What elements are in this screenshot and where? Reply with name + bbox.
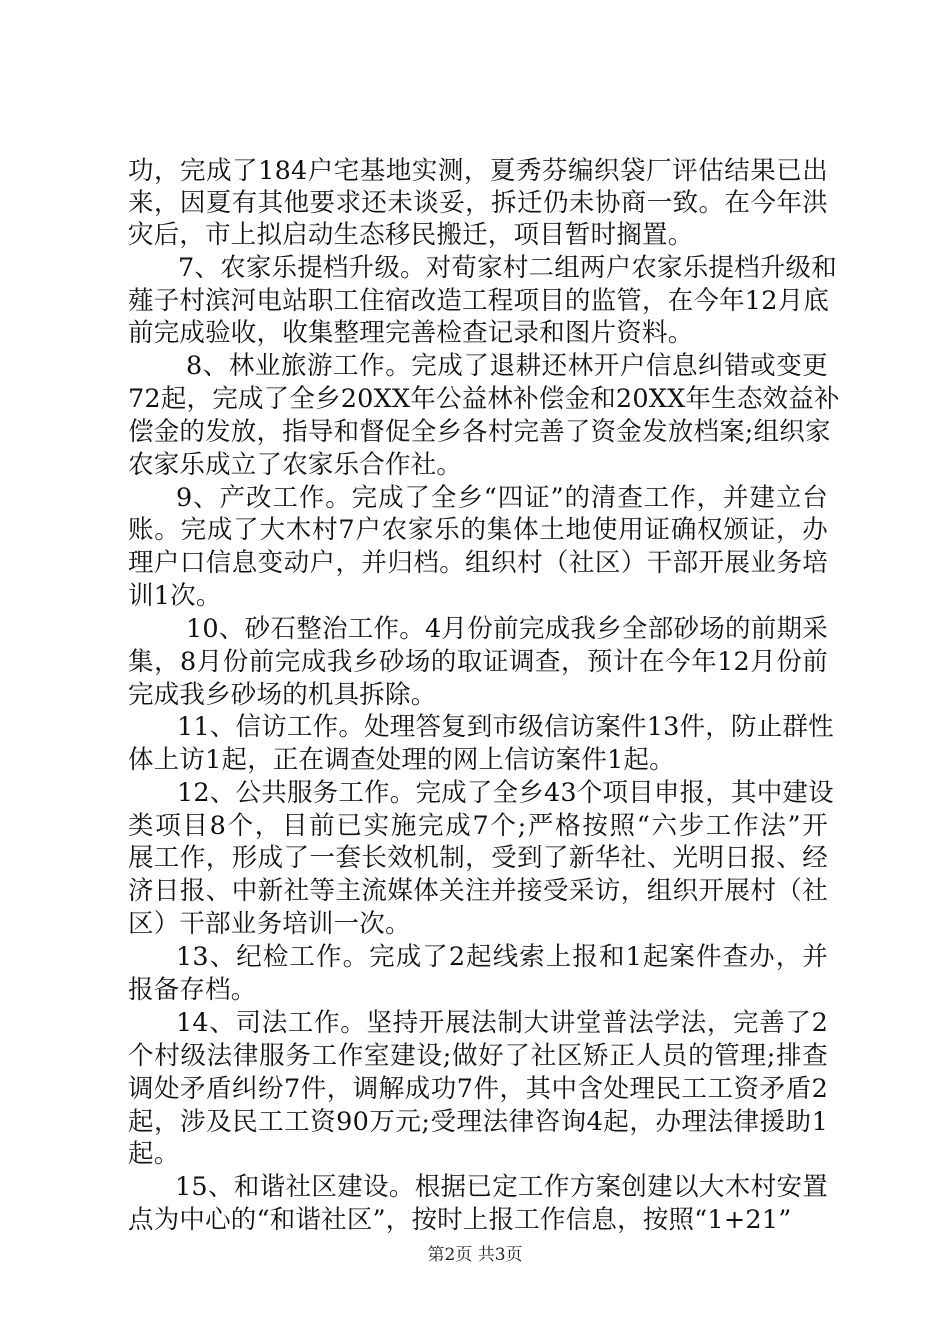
paragraph-first-line: 9、产改工作。完成了全乡“四证”的清查工作，并建立台: [176, 483, 828, 513]
paragraph-first-line: 功，完成了184户宅基地实测，夏秀芬编织袋厂评估结果已出: [128, 156, 828, 186]
paragraph-line: 点为中心的“和谐社区”，按时上报工作信息，按照“1+21”: [128, 1205, 792, 1235]
paragraph-line: 灾后，市上拟启动生态移民搬迁，项目暂时搁置。: [128, 220, 694, 250]
page-footer: 第2页 共3页: [427, 1245, 523, 1265]
paragraph-line: 薤子村滨河电站职工住宿改造工程项目的监管，在今年12月底: [128, 286, 830, 316]
paragraph-first-line: 12、公共服务工作。完成了全乡43个项目申报，其中建设: [177, 778, 834, 808]
paragraph-line: 偿金的发放，指导和督促全乡各村完善了资金发放档案;组织家: [128, 417, 831, 447]
paragraph-line: 起，涉及民工工资90万元;受理法律咨询4起，办理法律援助1: [128, 1107, 828, 1137]
paragraph-line: 72起，完成了全乡20XX年公益林补偿金和20XX年生态效益补: [128, 384, 840, 414]
paragraph-first-line: 8、林业旅游工作。完成了退耕还林开户信息纠错或变更: [186, 351, 828, 381]
paragraph-line: 体上访1起，正在调查处理的网上信访案件1起。: [128, 745, 675, 775]
paragraph-line: 账。完成了大木村7户农家乐的集体土地使用证确权颁证，办: [128, 515, 828, 545]
paragraph-line: 个村级法律服务工作室建设;做好了社区矫正人员的管理;排查: [128, 1041, 828, 1071]
paragraph-first-line: 10、砂石整治工作。4月份前完成我乡全部砂场的前期采: [186, 614, 828, 644]
paragraph-line: 农家乐成立了农家乐合作社。: [128, 450, 463, 480]
paragraph-first-line: 7、农家乐提档升级。对荀家村二组两户农家乐提档升级和: [178, 253, 837, 283]
paragraph-first-line: 14、司法工作。坚持开展法制大讲堂普法学法，完善了2: [176, 1008, 828, 1038]
paragraph-line: 展工作，形成了一套长效机制，受到了新华社、光明日报、经: [128, 843, 828, 873]
paragraph-line: 区）干部业务培训一次。: [128, 909, 411, 939]
paragraph-line: 理户口信息变动户，并归档。组织村（社区）干部开展业务培: [128, 548, 828, 578]
paragraph-line: 类项目8个，目前已实施完成7个;严格按照“六步工作法”开: [128, 811, 828, 841]
paragraph-line: 训1次。: [128, 581, 222, 611]
paragraph-line: 来，因夏有其他要求还未谈妥，拆迁仍未协商一致。在今年洪: [128, 188, 828, 218]
paragraph-first-line: 15、和谐社区建设。根据已定工作方案创建以大木村安置: [175, 1172, 828, 1202]
paragraph-first-line: 13、纪检工作。完成了2起线索上报和1起案件查办，并: [176, 942, 828, 972]
paragraph-line: 起。: [128, 1139, 180, 1169]
paragraph-line: 报备存档。: [128, 975, 257, 1005]
paragraph-line: 济日报、中新社等主流媒体关注并接受采访，组织开展村（社: [128, 876, 828, 906]
paragraph-line: 集，8月份前完成我乡砂场的取证调查，预计在今年12月份前: [128, 647, 828, 677]
paragraph-first-line: 11、信访工作。处理答复到市级信访案件13件，防止群性: [177, 712, 834, 742]
paragraph-line: 前完成验收，收集整理完善检查记录和图片资料。: [128, 318, 694, 348]
paragraph-line: 调处矛盾纠纷7件，调解成功7件，其中含处理民工工资矛盾2: [128, 1074, 828, 1104]
paragraph-line: 完成我乡砂场的机具拆除。: [128, 680, 437, 710]
